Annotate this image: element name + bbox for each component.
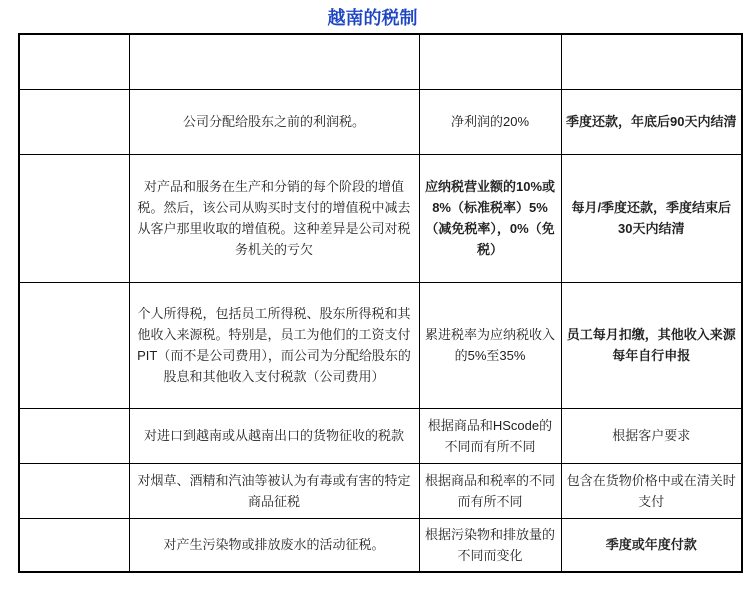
- vietnam-tax-table: [18, 33, 743, 573]
- table-row-special-consumption-tax: [19, 463, 742, 518]
- cell-payment-schedule: 季度或年度付款: [561, 518, 742, 572]
- cell-tax-rate: 根据商品和税率的不同而有所不同: [419, 463, 561, 518]
- table-row-header: [19, 34, 742, 89]
- table-row-personal-income-tax: [19, 282, 742, 408]
- cell-tax-rate: 根据商品和HScode的不同而有所不同: [419, 408, 561, 463]
- cell-tax-rate: 累进税率为应纳税收入的5%至35%: [419, 282, 561, 408]
- cell-tax-name: [19, 518, 129, 572]
- cell-tax-name: [19, 282, 129, 408]
- cell-tax-name: [19, 154, 129, 282]
- cell-tax-name: [19, 89, 129, 154]
- cell-tax-description: 对进口到越南或从越南出口的货物征收的税款: [129, 408, 419, 463]
- header-cell-rate: [419, 34, 561, 89]
- cell-tax-name: [19, 408, 129, 463]
- header-cell-tax-name: [19, 34, 129, 89]
- header-cell-description: [129, 34, 419, 89]
- cell-tax-rate: 根据污染物和排放量的不同而变化: [419, 518, 561, 572]
- cell-tax-description: 个人所得税，包括员工所得税、股东所得税和其他收入来源税。特别是，员工为他们的工资支付PIT（而不是公司费用），而公司为分配给股东的股息和其他收入支付税款（公司费用）: [129, 282, 419, 408]
- cell-tax-rate: 净利润的20%: [419, 89, 561, 154]
- cell-tax-description: 公司分配给股东之前的利润税。: [129, 89, 419, 154]
- cell-payment-schedule: 每月/季度还款，季度结束后30天内结清: [561, 154, 742, 282]
- cell-payment-schedule: 员工每月扣缴，其他收入来源每年自行申报: [561, 282, 742, 408]
- cell-payment-schedule: 包含在货物价格中或在清关时支付: [561, 463, 742, 518]
- cell-payment-schedule: 季度还款，年底后90天内结清: [561, 89, 742, 154]
- table-row-value-added-tax: [19, 154, 742, 282]
- page-title: 越南的税制: [327, 8, 418, 28]
- cell-tax-description: 对产品和服务在生产和分销的每个阶段的增值税。然后，该公司从购买时支付的增值税中减去从客户那里收取的增值税。这种差异是公司对税务机关的亏欠: [129, 154, 419, 282]
- cell-tax-description: 对烟草、酒精和汽油等被认为有毒或有害的特定商品征税: [129, 463, 419, 518]
- header-cell-payment: [561, 34, 742, 89]
- table-row-corporate-income-tax: [19, 89, 742, 154]
- table-row-environmental-protection-tax: [19, 518, 742, 572]
- table-row-import-export-duty: [19, 408, 742, 463]
- cell-payment-schedule: 根据客户要求: [561, 408, 742, 463]
- cell-tax-rate: 应纳税营业额的10%或8%（标准税率）5%（减免税率），0%（免税）: [419, 154, 561, 282]
- cell-tax-description: 对产生污染物或排放废水的活动征税。: [129, 518, 419, 572]
- cell-tax-name: [19, 463, 129, 518]
